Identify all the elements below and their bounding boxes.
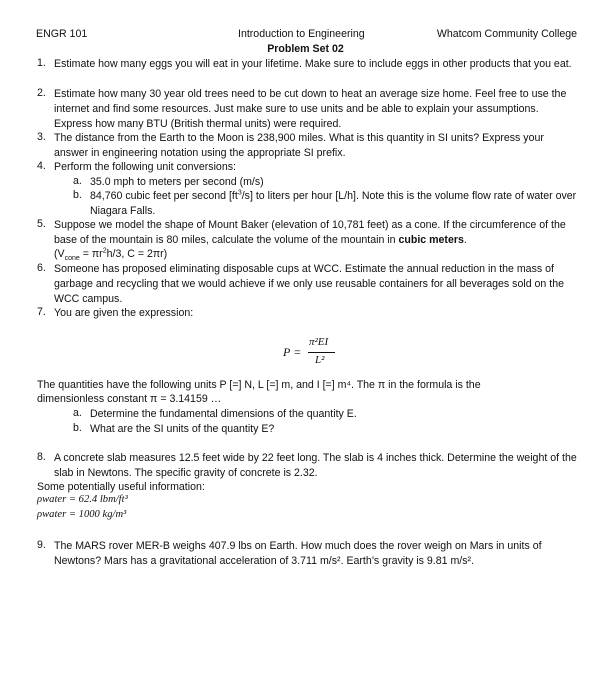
problem-number: 6. (37, 262, 46, 274)
problem-text: Perform the following unit conversions: (54, 161, 236, 173)
sub-label: b. (73, 422, 82, 434)
sub-text: What are the SI units of the quantity E? (90, 423, 275, 435)
problem-number: 2. (37, 87, 46, 99)
useful-info-label: Some potentially useful information: (37, 481, 205, 493)
problem-number: 4. (37, 160, 46, 172)
college-name: Whatcom Community College (436, 28, 577, 40)
page-header (36, 28, 577, 42)
problem-number: 5. (37, 218, 46, 230)
sub-text: Determine the fundamental dimensions of the quantity E. (90, 408, 357, 420)
problem-text: Estimate how many eggs you will eat in your lifetime. Make sure to include eggs in other products that you eat. (54, 58, 572, 70)
course-name: Introduction to Engineering (238, 28, 365, 40)
problem-text: The MARS rover MER-B weighs 407.9 lbs on Earth. How much does the rover weigh on Mars in units of Newtons? Mars has a gravitational acceleration of 3.711 m/s². Earth’s gravity is 9.81 m/s². (54, 540, 542, 567)
density-si: ρwater = 1000 kg/m³ (37, 509, 127, 520)
problem-number: 1. (37, 57, 46, 69)
problem-number: 8. (37, 451, 46, 463)
problem-number: 9. (37, 539, 46, 551)
sub-label: a. (73, 407, 82, 419)
page-title: Problem Set 02 (267, 43, 344, 55)
expression-formula: P = π²EI L² (283, 336, 343, 370)
density-imperial: ρwater = 62.4 lbm/ft³ (37, 494, 128, 505)
problem-number: 7. (37, 306, 46, 318)
problem-text: The distance from the Earth to the Moon is 238,900 miles. What is this quantity in SI units? Express your answer in engineering notation using the appropriate SI prefix. (54, 132, 544, 159)
problem-number: 3. (37, 131, 46, 143)
problem-text: A concrete slab measures 12.5 feet wide by 22 feet long. The slab is 4 inches thick. Determine the weight of the slab in Newtons. The specific gravity of concrete is 2.32. (54, 452, 577, 479)
course-code: ENGR 101 (36, 28, 88, 40)
problem-text: Someone has proposed eliminating disposable cups at WCC. Estimate the annual reduction in the mass of garbage and recycling that we would achieve if we only use reusable containers for all beverages sold on the WCC campus. (54, 263, 564, 305)
sub-text: 84,760 cubic feet per second $[ft^3/s]$ to liters per hour [L/h]. Note this is the volume flow rate of water over Niagara Falls. (90, 189, 577, 217)
problem-text: Estimate how many 30 year old trees need to be cut down to heat an average size home. Feel free to use the internet and find some resources. Just make sure to use units and be able to explain your assumptions. Express how many BTU (British thermal units) were required. (54, 88, 567, 130)
sub-text: 35.0 mph to meters per second (m/s) (90, 176, 264, 188)
units-line-1: The quantities have the following units P [=] N, L [=] m, and I [=] m⁴. The π in the formula is the (37, 379, 481, 391)
sub-label: b. (73, 189, 82, 201)
sub-label: a. (73, 175, 82, 187)
problem-text: Suppose we model the shape of Mount Baker (elevation of 10,781 feet) as a cone. If the circumference of the base of the mountain is 80 miles, calculate the volume of the mountain in cubic meters. (54, 219, 566, 246)
problem-text: You are given the expression: (54, 307, 194, 319)
cone-formula: ($V_{cone} = \pi r^2h/3$, C = 2πr) (54, 247, 168, 263)
units-line-2: dimensionless constant π = 3.14159 … (37, 393, 222, 405)
